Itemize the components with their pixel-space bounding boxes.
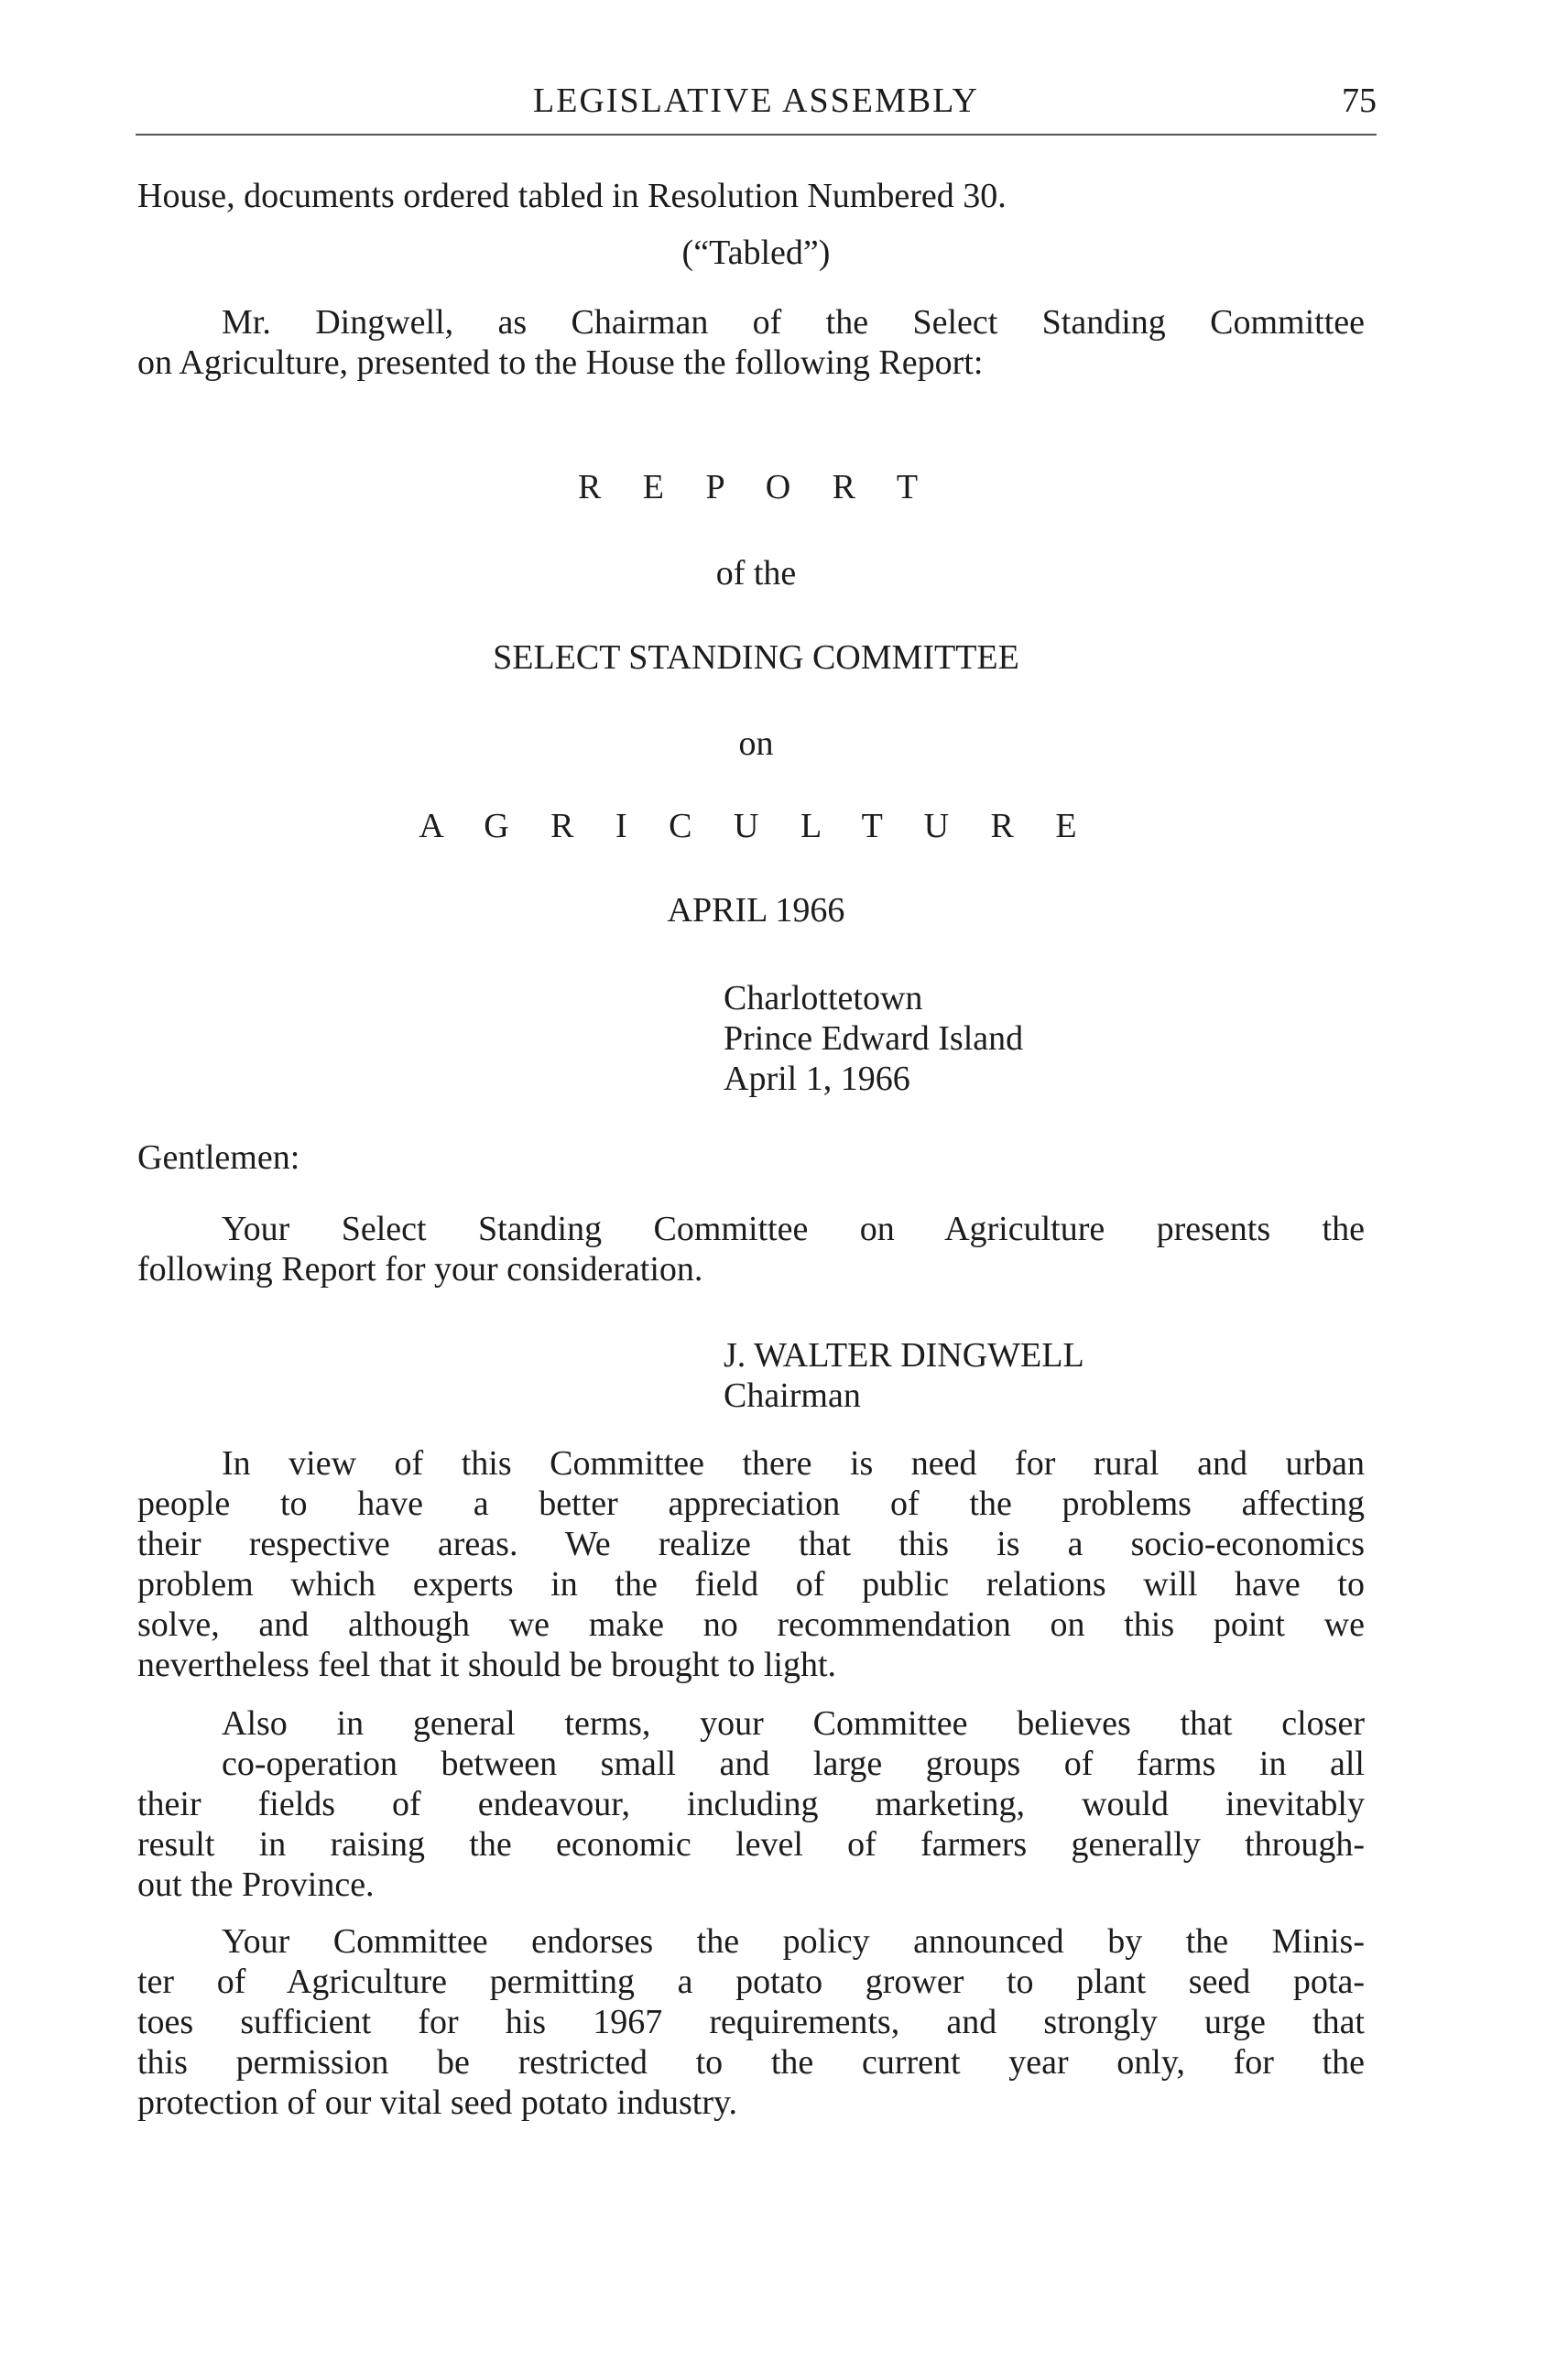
presentation-line: Your Select Standing Committee on Agriculture presents the: [222, 1210, 1365, 1248]
running-header: [136, 81, 1377, 136]
header-rule: [136, 134, 1377, 136]
page-number: 75: [1342, 82, 1377, 120]
intro-paragraph-line: Mr. Dingwell, as Chairman of the Select Standing Committee: [222, 303, 1365, 342]
paragraph-line: Your Committee endorses the policy announced by the Minis-: [222, 1922, 1365, 1961]
paragraph-line: result in raising the economic level of farmers generally through-: [137, 1825, 1365, 1864]
paragraph-line: protection of our vital seed potato industry.: [137, 2083, 737, 2122]
address-line: Prince Edward Island: [724, 1019, 1024, 1058]
signature-block: [724, 1335, 1084, 1416]
paragraph-line: this permission be restricted to the current year only, for the: [137, 2043, 1365, 2082]
paragraph-line: nevertheless feel that it should be brought to light.: [137, 1646, 837, 1684]
salutation: Gentlemen:: [137, 1138, 300, 1177]
report-date: APRIL 1966: [667, 891, 845, 930]
intro-line: [137, 176, 1365, 216]
signature-name: J. WALTER DINGWELL: [724, 1336, 1084, 1375]
paragraph-line: co-operation between small and large groups of farms in all: [222, 1745, 1365, 1783]
report-agriculture: A G R I C U L T U R E: [419, 807, 1094, 845]
intro-paragraph: [137, 302, 1365, 383]
address-block: [724, 978, 1023, 1099]
paragraph-line: problem which experts in the field of public relations will have to: [137, 1565, 1365, 1604]
address-line: April 1, 1966: [724, 1060, 910, 1098]
body-paragraph-2: [137, 1703, 1365, 1905]
paragraph-line: people to have a better appreciation of the problems affecting: [137, 1485, 1365, 1523]
header-title: LEGISLATIVE ASSEMBLY: [533, 82, 979, 120]
paragraph-line: ter of Agriculture permitting a potato grower to plant seed pota-: [137, 1963, 1365, 2001]
report-on: on: [738, 724, 774, 763]
address-line: Charlottetown: [724, 979, 923, 1017]
paragraph-line: their respective areas. We realize that this is a socio-economics: [137, 1525, 1365, 1563]
presentation-paragraph: [137, 1209, 1365, 1289]
signature-title: Chairman: [724, 1376, 861, 1415]
paragraph-line: out the Province.: [137, 1865, 375, 1904]
paragraph-line: toes sufficient for his 1967 requirements, and strongly urge that: [137, 2003, 1365, 2041]
presentation-line: following Report for your consideration.: [137, 1250, 703, 1289]
paragraph-line: their fields of endeavour, including marketing, would inevitably: [137, 1785, 1365, 1823]
paragraph-line: solve, and although we make no recommendation on this point we: [137, 1605, 1365, 1644]
body-paragraph-3: [137, 1921, 1365, 2123]
intro-paragraph-line: on Agriculture, presented to the House the following Report:: [137, 343, 984, 382]
paragraph-line: In view of this Committee there is need for rural and urban: [222, 1444, 1365, 1483]
tabled-note: (“Tabled”): [681, 234, 831, 272]
paragraph-line: Also in general terms, your Committee believes that closer: [222, 1704, 1365, 1743]
report-of-the: of the: [715, 554, 797, 593]
intro-line-text: House, documents ordered tabled in Resolution Numbered 30.: [137, 177, 1007, 215]
report-committee-name: SELECT STANDING COMMITTEE: [493, 638, 1019, 677]
report-heading: R E P O R T: [577, 468, 935, 506]
body-paragraph-1: [137, 1443, 1365, 1685]
